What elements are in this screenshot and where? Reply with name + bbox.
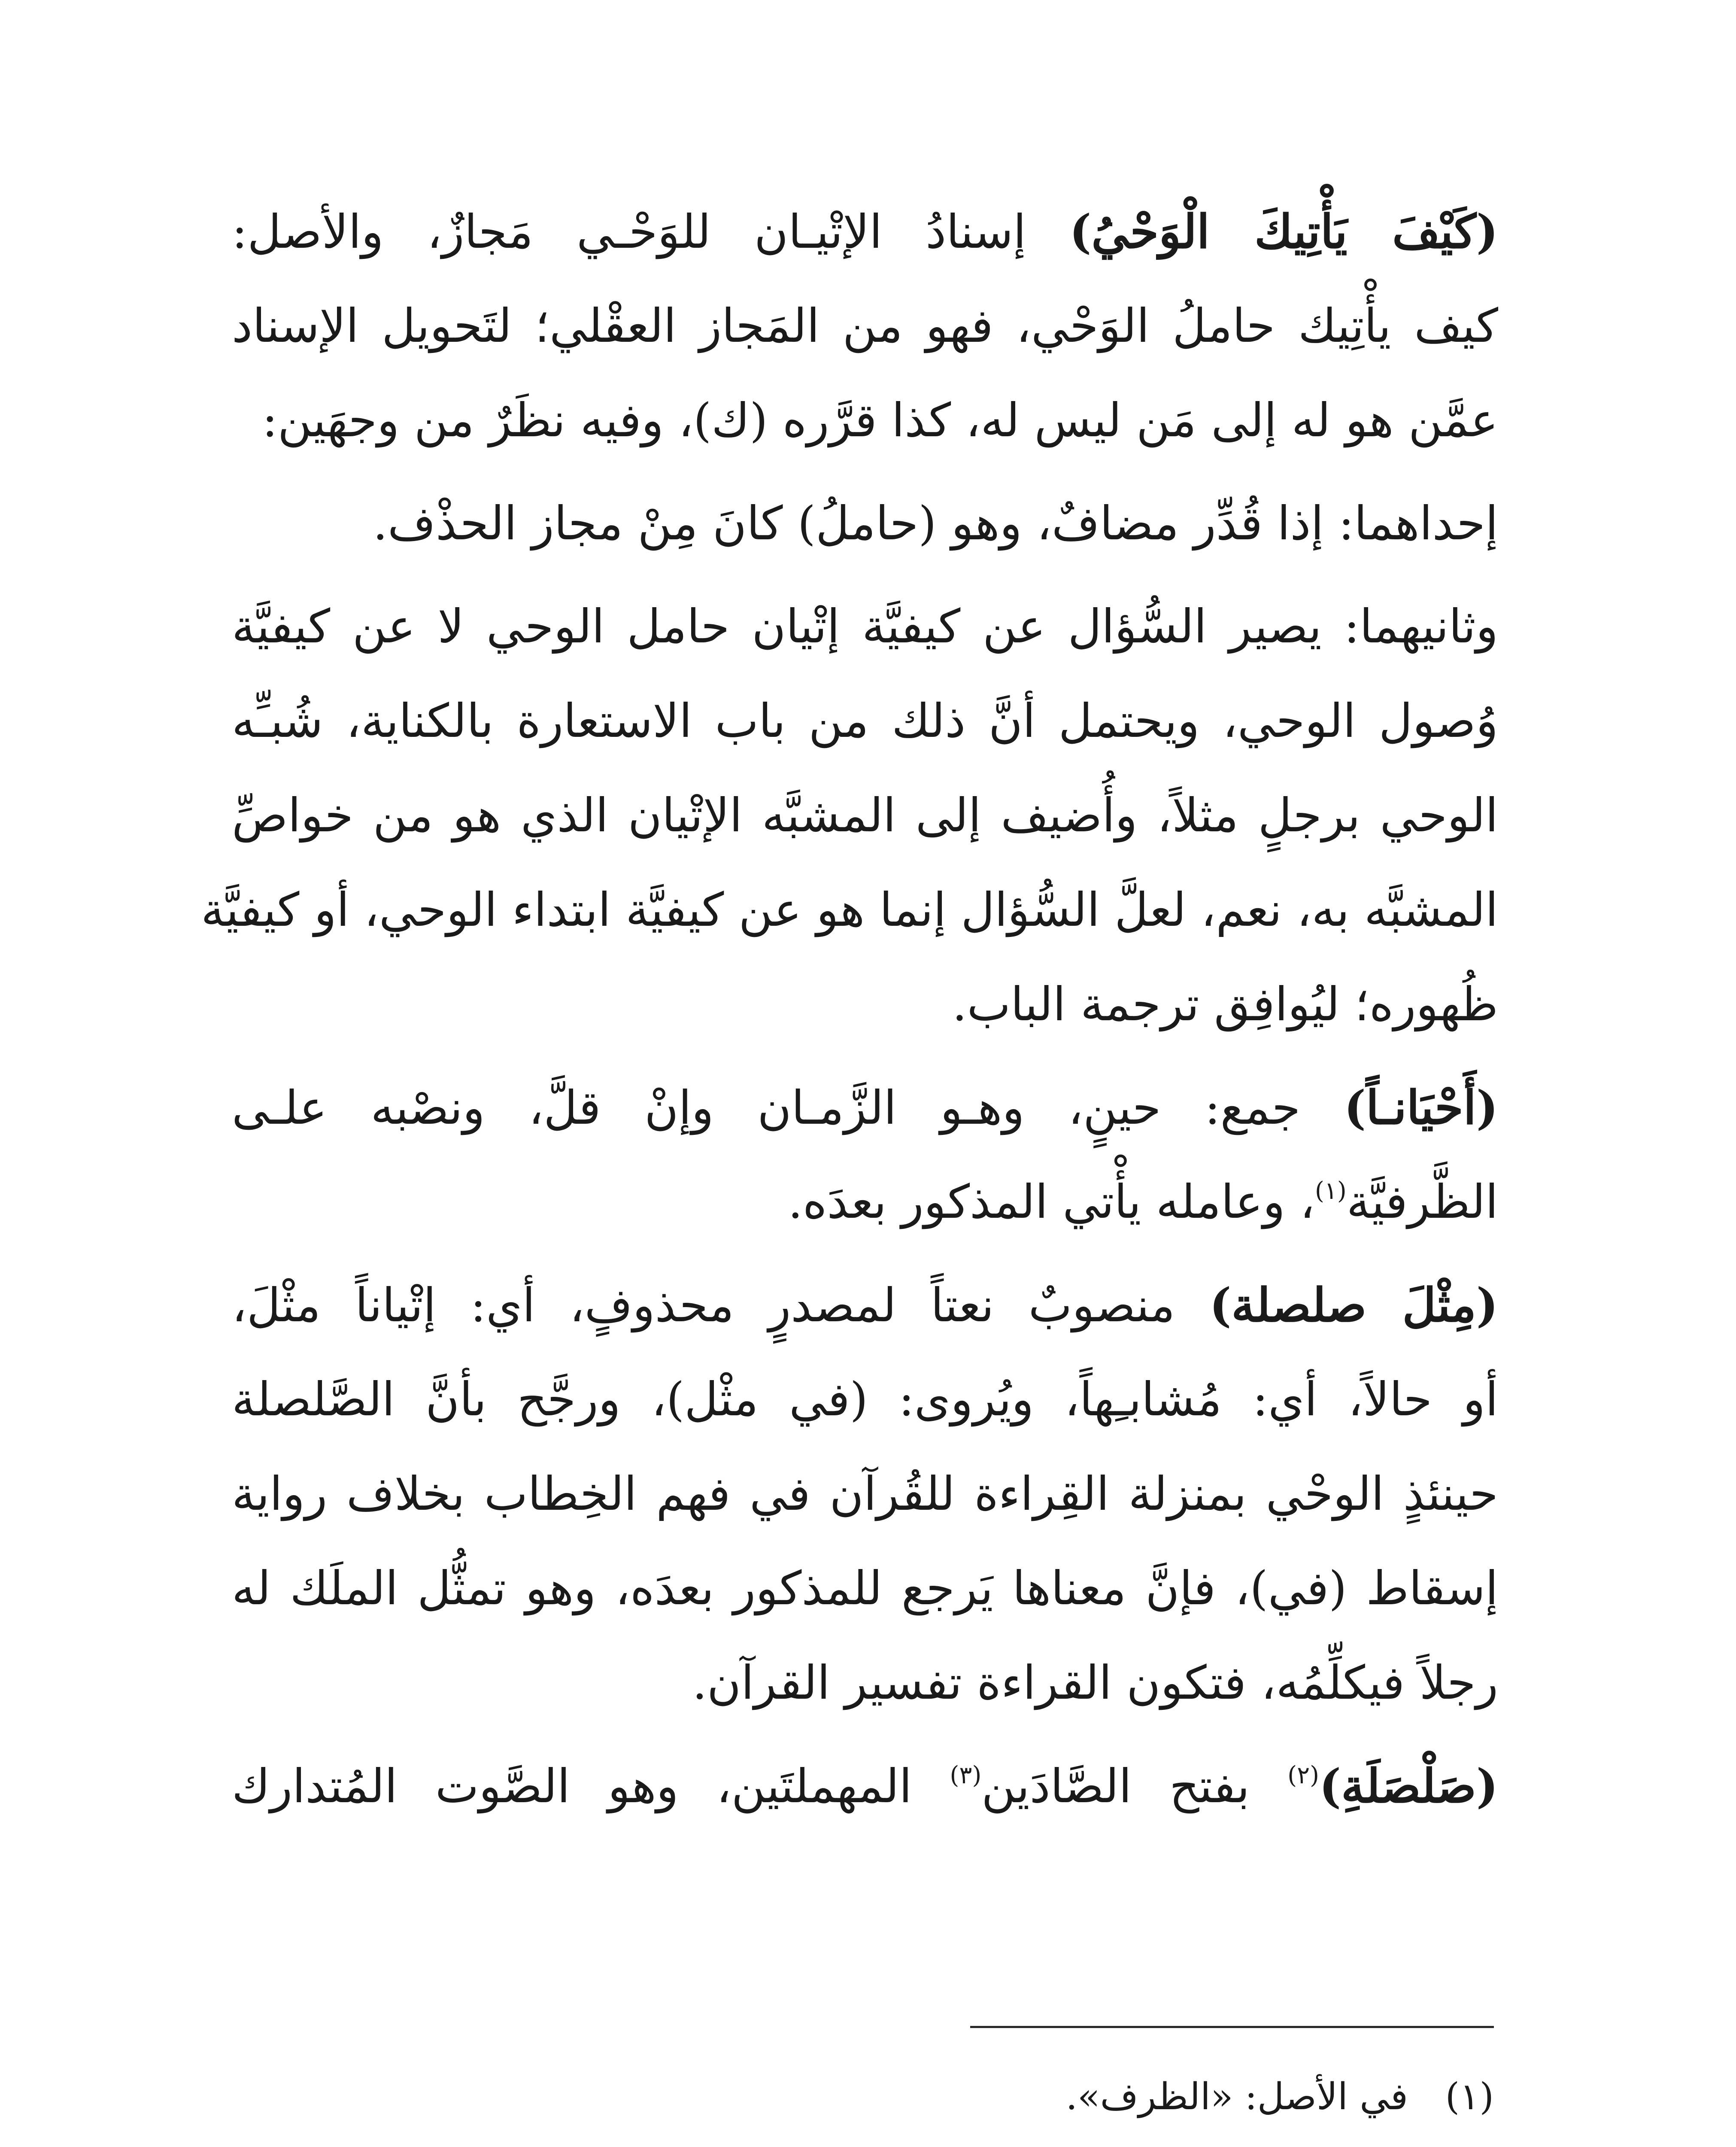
paragraph [232, 1061, 1498, 1250]
paragraph [232, 1739, 1498, 1834]
footnote-separator [970, 2026, 1494, 2028]
text-line [232, 185, 1498, 279]
footnote-marker: (١) [1314, 1177, 1347, 1205]
text-segment: المهملتَين، وهو الصَّوت المُتدارك [232, 1760, 950, 1813]
text-segment: ، وعامله يأْتي المذكور بعدَه. [788, 1175, 1315, 1229]
text-segment: منصوبٌ نعتاً لمصدرٍ محذوفٍ، أي: إتْياناً مثْلَ، [232, 1279, 1210, 1332]
text-line [232, 1636, 1498, 1730]
text-segment: إسنادُ الإتْيـان للوَحْـي مَجازٌ، والأصل: [232, 205, 1070, 259]
paragraph [232, 185, 1498, 468]
text-segment: رجلاً فيكلِّمُه، فتكون القراءة تفسير القرآن. [692, 1656, 1498, 1710]
text-line [232, 1542, 1498, 1636]
text-line [232, 1155, 1498, 1250]
text-segment: الوحي برجلٍ مثلاً، وأُضيف إلى المشبَّه الإتْيان الذي هو من خواصِّ [232, 789, 1498, 842]
footnotes [730, 2057, 1494, 2147]
footnote-number: (١) [1445, 2075, 1494, 2118]
paragraph-gap [232, 468, 1498, 477]
text-line [201, 863, 1498, 958]
footnote-item [730, 2057, 1494, 2137]
text-segment: وثانيهما: يصير السُّؤال عن كيفيَّة إتْيان حامل الوحي لا عن كيفيَّة [232, 600, 1498, 654]
text-line [232, 1739, 1498, 1834]
text-segment: المشبَّه به، نعم، لعلَّ السُّؤال إنما هو عن كيفيَّة ابتداء الوحي، أو كيفيَّة [201, 883, 1498, 937]
footnote-text: في الأصل: «الظرف». [1065, 2075, 1408, 2118]
paragraph [232, 477, 1498, 571]
text-segment: وُصول الوحي، ويحتمل أنَّ ذلك من باب الاستعارة بالكناية، شُبـِّه [232, 694, 1498, 748]
footnote-number [1408, 2137, 1494, 2147]
main-text [201, 185, 1499, 1834]
text-segment: أو حالاً، أي: مُشابـِهاً، ويُروى: (في مثْل)، ورجَّح بأنَّ الصَّلصلة [232, 1373, 1498, 1426]
text-line [232, 477, 1498, 571]
text-line [232, 1447, 1498, 1542]
paragraph-gap [232, 1052, 1498, 1061]
paragraph-gap [232, 571, 1498, 580]
text-segment: عمَّن هو له إلى مَن ليس له، كذا قرَّره (ك)، وفيه نظَرٌ من وجهَين: [262, 394, 1498, 447]
paragraph-gap [232, 1730, 1498, 1739]
text-line [232, 279, 1498, 374]
text-segment: ظُهوره؛ ليُوافِق ترجمة الباب. [952, 978, 1498, 1031]
text-segment: حينئذٍ الوحْي بمنزلة القِراءة للقُرآن في فهم الخِطاب بخلاف رواية [232, 1467, 1498, 1521]
text-segment: إسقاط (في)، فإنَّ معناها يَرجع للمذكور بعدَه، وهو تمثُّل الملَك له [232, 1562, 1498, 1615]
text-segment: جمع: حينٍ، وهـو الزَّمـان وإنْ قلَّ، ونصْبه علـى [232, 1081, 1344, 1135]
glossed-term: (كَيْفَ يَأْتِيكَ الْوَحْيُ) [1069, 205, 1498, 259]
text-line [232, 374, 1498, 468]
text-line [232, 1258, 1498, 1353]
text-segment: كيف يأْتِيك حاملُ الوَحْي، فهو من المَجاز العقْلي؛ لتَحويل الإسناد [232, 299, 1498, 353]
glossed-term: (أَحْيَانـاً) [1344, 1081, 1498, 1135]
text-line [232, 580, 1498, 674]
text-line [232, 674, 1498, 769]
text-segment: الظَّرفيَّة [1346, 1175, 1498, 1229]
text-line [232, 769, 1498, 863]
glossed-term: (صَلْصَلَةِ) [1319, 1759, 1499, 1813]
footnote-item [730, 2137, 1494, 2147]
text-line [232, 1353, 1498, 1447]
text-segment: إحداهما: إذا قُدِّر مضافٌ، وهو (حاملُ) كانَ مِنْ مجاز الحذْف. [373, 497, 1498, 550]
footnote-marker: (٢) [1287, 1761, 1320, 1789]
footnote-marker: (٣) [950, 1761, 982, 1789]
paragraph-gap [232, 1250, 1498, 1258]
text-segment: بفتح الصَّادَين [981, 1760, 1288, 1813]
paragraph [201, 580, 1498, 1052]
text-line [232, 958, 1498, 1052]
paragraph [232, 1258, 1498, 1730]
glossed-term: (مِثْلَ صلصلة) [1209, 1278, 1498, 1332]
text-line [232, 1061, 1498, 1155]
